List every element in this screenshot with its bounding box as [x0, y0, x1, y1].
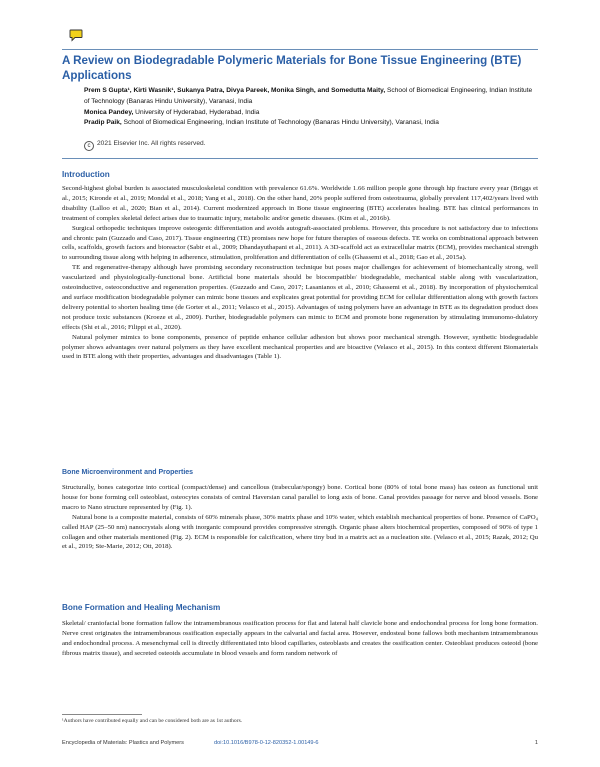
article-title: A Review on Biodegradable Polymeric Materials for Bone Tissue Engineering (BTE) Applications [62, 54, 522, 82]
title-rule [62, 49, 538, 50]
introduction-body [62, 184, 538, 362]
author-line-1: Prem S Gupta¹, Kirti Wasnik¹, Sukanya Patra, Divya Pareek, Monika Singh, and Somedutta Maity, School of Biomedical Engineering, Indian Institute of Technology (Banaras Hindu University), Varanasi, India [84, 87, 533, 105]
author-line-3: Pradip Paik, School of Biomedical Engineering, Indian Institute of Technology (Banaras Hindu University), Varanasi, India [84, 119, 439, 127]
comment-icon[interactable] [69, 28, 83, 42]
paragraph: TE and regenerative-therapy although have promising secondary reconstruction technique but poses major challenges for achievement of biomechanically strong, well vascularized and physiologically-functional bone. Artificial bone materials should be biocompatible/ biodegradable, mechanical stable along with vascularization, osteoinductive, osteoconductive and regeneration properties. (Guzzado and Caso, 2017; Lasanianos et al., 2010; Ghassemi et al., 2018). By incorporation of physiochemical and surface modification biodegradable polymer can mimic bone tissues and explicates great potential for providing ECM for cellular differentiation along with growth factors delivery potential to shorten healing time (de Gorter et al., 2011; Velasco et al., 2015). Advantages of using polymers have an advantage in BTE as its degradation product does not produce toxic substances (Kroeze et al., 2009). Further, biodegradable polymers can mimic to ECM and promote bone regeneration by stimulating immunomo-dulatory effects (Shi et al., 2016; Filippi et al., 2020). [62, 264, 538, 331]
doi-link[interactable]: doi:10.1016/B978-0-12-820352-1.00149-6 [214, 740, 319, 746]
paragraph: Skeletal/ craniofacial bone formation fallow the intramembranous ossification process for flat and lateral half clavicle bone and endochondral process for long bone formation. Nerve crest originates the intramembranous ossification especially appears in the calvarial and facial area. However, endosteal bone fallows both mechanism intramembranous and endochondral process. A mesenchymal cell is directly differentiated into blood capillaries, osteoblasts and creates the ossification center. Osteoblast produces osteoid (bone fibrous matrix tissue), and secreted osteoids accumulate in blood vessels and form random network of [62, 620, 538, 657]
paragraph: Second-highest global burden is associated musculoskeletal condition with prevalence 61.6%. Worldwide 1.66 million people gone through hip fracture every year (Briggs et al., 2015; Kironde et al., 2019; Mondal et al., 2018; Yang et al., 2018). On the other hand, 20% people suffered from osteotrauma, globally prevalent 117,402/years lived with disability (Lalloo et al., 2020; Bian et al., 2014). Current modernized approach in Bone tissue engineering (BTE) accelerates healing. BTE has clinical performances in treatment of complex skeletal defect arises due to traumatic injury, metabolic and/or genetic diseases. (Kim et al., 2016b). [62, 185, 538, 222]
page-number: 1 [534, 740, 538, 746]
author-block [84, 86, 536, 129]
section-heading-bone-microenvironment: Bone Microenvironment and Properties [62, 469, 194, 476]
footnote: ¹Authors have contributed equally and can be considered both are as 1st authors. [62, 718, 243, 724]
author-line-2: Monica Pandey, University of Hyderabad, Hyderabad, India [84, 108, 260, 116]
paragraph: Surgical orthopedic techniques improve osteogenic differentiation and avoids autograft-associated problems. However, this procedure is not satisfactory due to infections and chronic pain (Guzzado and Caso, 2017). Tissue engineering (TE) promises new hope for future therapies of osseous defects. TE works on combinational approach between cells, scaffolds, growth factors and bioreactor (Sabir et al., 2009; Dhandayuthapani et al., 2011). A 3D-scaffold act as extracellular matrix (ECM), provides mechanical strength to surrounding tissue along with helping in adherence, stimulation, proliferation and differentiation of cells (Ghassemi et al., 2018; Gao et al., 2015a). [62, 224, 538, 262]
bone-micro-body [62, 483, 538, 552]
paragraph: Structurally, bones categorize into cortical (compact/dense) and cancellous (trabecular/spongy) bone. Cortical bone (80% of total bone mass) has osteon as functional unit house for bone forming cell osteoblast, osteocytes consists of central Haversian canal parallel to long axis of bone. Canal provides passage for nerve and blood vessels. Bone macro to Nano structure represented by (Fig. 1). [62, 484, 538, 511]
paragraph: Natural bone is a composite material, consists of 60% minerals phase, 30% matrix phase and 10% water, which establish mechanical properties of bone. Presence of CaPO₄ called HAP (25–50 nm) nanocrystals along with inorganic compound provides compressive strength. Organic phase alters biochemical properties, composed of 90% of type 1 collagen and other materials mentioned (Fig. 2). ECM is responsible for calcification, where tiny bud in a matrix act as a nucleation site. (Velasco et al., 2015; Razak, 2012; Qu et al., 2019; Ste-Marie, 2012; Ott, 2018). [62, 513, 538, 551]
copyright-icon: c [84, 141, 94, 151]
footnote-rule [62, 714, 142, 715]
paragraph: Natural polymer mimics to bone components, presence of peptide enhance cellular adhesion but shows poor mechanical strength. However, synthetic biodegradable polymer shows advantages over natural polymers as they have excellent mechanical properties and are bioactive (Velasco et al., 2015). In this context different Biomaterials used in BTE along with their properties, advantages and disadvantages (Table 1). [62, 333, 538, 361]
copyright-line: c 2021 Elsevier Inc. All rights reserved. [84, 140, 205, 151]
section-heading-introduction: Introduction [62, 170, 110, 179]
bone-formation-body [62, 619, 538, 659]
header-rule [62, 158, 538, 159]
section-heading-bone-formation: Bone Formation and Healing Mechanism [62, 603, 221, 612]
journal-name: Encyclopedia of Materials: Plastics and Polymers [62, 740, 184, 746]
